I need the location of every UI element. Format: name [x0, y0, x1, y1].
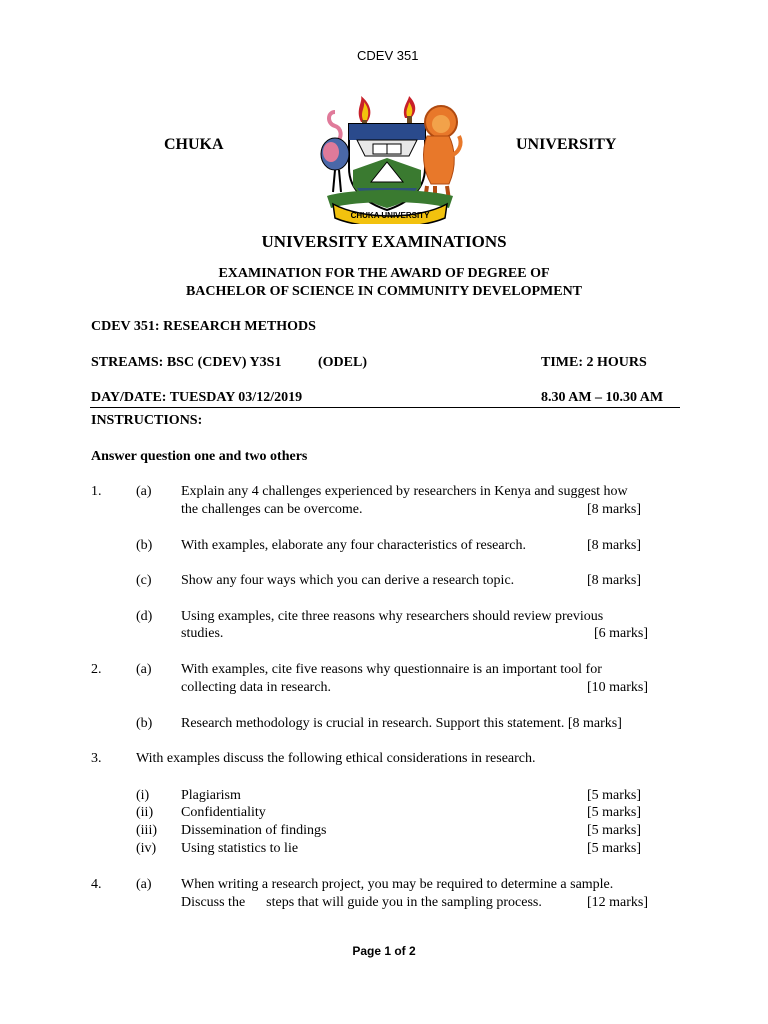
question-marks: [5 marks]	[587, 805, 642, 820]
list-item-label: (iii)	[136, 823, 157, 838]
exam-heading: UNIVERSITY EXAMINATIONS	[261, 232, 507, 251]
list-item-label: (i)	[136, 788, 150, 803]
list-item-text: Confidentiality	[181, 805, 266, 820]
university-crest-logo	[313, 96, 465, 224]
subquestion-label: (a)	[136, 484, 152, 499]
instructions-label: INSTRUCTIONS:	[91, 413, 203, 428]
award-line-2: BACHELOR OF SCIENCE IN COMMUNITY DEVELOPMENT	[185, 284, 583, 299]
subquestion-label: (a)	[136, 877, 152, 892]
subquestion-label: (b)	[136, 716, 153, 731]
question-text: studies.	[181, 626, 224, 641]
question-marks: [5 marks]	[587, 788, 642, 803]
question-text: With examples, elaborate any four characteristics of research.	[181, 538, 526, 553]
subquestion-label: (d)	[136, 609, 153, 624]
question-text: Show any four ways which you can derive a research topic.	[181, 573, 515, 588]
question-text: With examples, cite five reasons why questionnaire is an important tool for	[181, 662, 602, 677]
question-text: When writing a research project, you may be required to determine a sample.	[181, 877, 614, 892]
instruction-text: Answer question one and two others	[91, 449, 308, 464]
question-marks: [10 marks]	[587, 680, 649, 695]
question-number: 4.	[91, 877, 102, 892]
list-item-text: Using statistics to lie	[181, 841, 299, 856]
list-item-text: Dissemination of findings	[181, 823, 327, 838]
title-left-word: CHUKA	[164, 136, 224, 153]
course-title: CDEV 351: RESEARCH METHODS	[91, 319, 316, 334]
question-text: Using examples, cite three reasons why researchers should review previous	[181, 609, 604, 624]
question-marks: [8 marks]	[587, 502, 642, 517]
subquestion-label: (c)	[136, 573, 152, 588]
question-text: the challenges can be overcome.	[181, 502, 363, 517]
question-number: 1.	[91, 484, 102, 499]
page-number: Page 1 of 2	[352, 944, 416, 958]
course-code-header: CDEV 351	[357, 48, 419, 63]
list-item-label: (ii)	[136, 805, 154, 820]
exam-date: DAY/DATE: TUESDAY 03/12/2019	[91, 390, 303, 405]
question-marks: [5 marks]	[587, 841, 642, 856]
list-item-label: (iv)	[136, 841, 157, 856]
list-item-text: Plagiarism	[181, 788, 241, 803]
question-marks: [6 marks]	[594, 626, 649, 641]
exam-duration: TIME: 2 HOURS	[541, 355, 647, 370]
streams-label: STREAMS: BSC (CDEV) Y3S1	[91, 355, 282, 370]
question-marks: [8 marks]	[587, 573, 642, 588]
question-marks: [5 marks]	[587, 823, 642, 838]
question-text: Research methodology is crucial in research. Support this statement. [8 marks]	[181, 716, 622, 731]
exam-time-range: 8.30 AM – 10.30 AM	[541, 390, 664, 405]
question-text: Discuss the steps that will guide you in the sampling process.	[181, 895, 542, 910]
crest-banner-text: CHUKA UNIVERSITY	[350, 211, 430, 220]
question-marks: [12 marks]	[587, 895, 649, 910]
subquestion-label: (b)	[136, 538, 153, 553]
award-line-1: EXAMINATION FOR THE AWARD OF DEGREE OF	[218, 266, 550, 281]
question-text: With examples discuss the following ethical considerations in research.	[136, 751, 536, 766]
question-number: 3.	[91, 751, 102, 766]
divider-line	[90, 407, 680, 408]
question-marks: [8 marks]	[587, 538, 642, 553]
question-text: Explain any 4 challenges experienced by researchers in Kenya and suggest how	[181, 484, 628, 499]
title-right-word: UNIVERSITY	[516, 136, 617, 153]
question-text: collecting data in research.	[181, 680, 332, 695]
subquestion-label: (a)	[136, 662, 152, 677]
question-number: 2.	[91, 662, 102, 677]
study-mode: (ODEL)	[318, 355, 367, 370]
